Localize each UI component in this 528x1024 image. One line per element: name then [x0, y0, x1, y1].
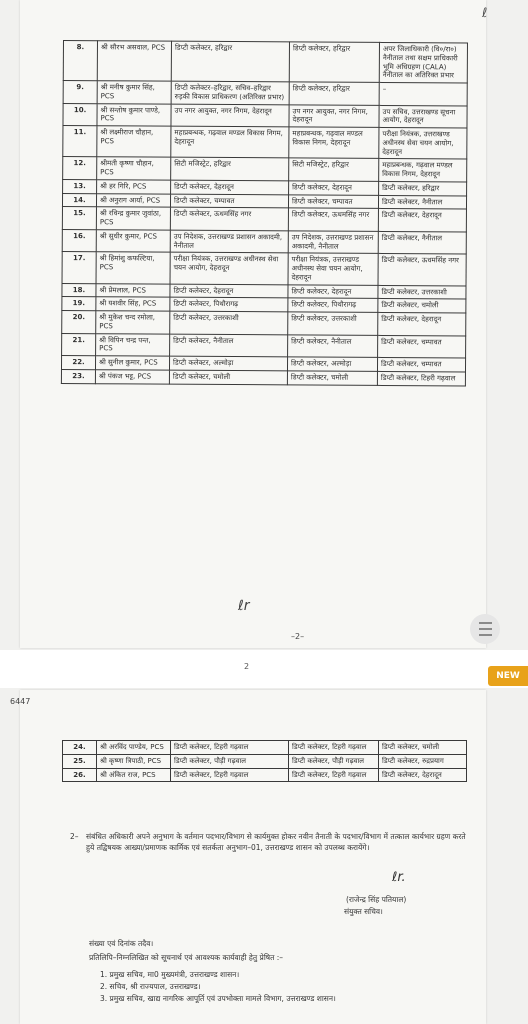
officer-name-cell: श्री अनुराग आर्या, PCS — [96, 193, 170, 207]
copy-list-item: 1. प्रमुख सचिव, मा0 मुख्यमंत्री, उत्तराखण्ड शासन। — [100, 970, 240, 979]
handwritten-edge-mark: ℓ — [482, 6, 488, 21]
new-post-cell: डिप्टी कलेक्टर, हरिद्वार — [289, 82, 379, 105]
officer-name-cell: श्री कृष्णा त्रिपाठी, PCS — [97, 754, 171, 768]
serial-number-cell: 20. — [62, 310, 96, 333]
current-post-cell: डिप्टी कलेक्टर, टिहरी गढ़वाल — [171, 768, 289, 782]
current-post-cell: डिप्टी कलेक्टर, अल्मोड़ा — [169, 356, 287, 370]
table-row — [61, 369, 465, 385]
new-post-cell: डिप्टी कलेक्टर, चम्पावत — [288, 194, 378, 208]
serial-number-cell: 15. — [62, 207, 96, 230]
copy-list-item: 3. प्रमुख सचिव, खाद्य नागरिक आपूर्ति एवं उपभोक्ता मामले विभाग, उत्तराखण्ड शासन। — [100, 994, 336, 1003]
additional-charge-cell: उप सचिव, उत्तराखण्ड सूचना आयोग, देहरादून — [379, 105, 467, 128]
current-post-cell: डिप्टी कलेक्टर, चमोली — [169, 370, 287, 384]
new-post-cell: उप नगर आयुक्त, नगर निगम, देहरादून — [289, 104, 379, 127]
additional-charge-cell: डिप्टी कलेक्टर, चम्पावत — [377, 357, 465, 371]
new-post-cell: उप निदेशक, उत्तराखण्ड प्रशासन अकादमी, नैनीताल — [288, 231, 378, 254]
corner-note: 6447 — [10, 697, 31, 706]
additional-charge-cell: महाप्रबन्धक, गढ़वाल मण्डल विकास निगम, देहरादून — [379, 159, 467, 182]
new-post-cell: डिप्टी कलेक्टर, देहरादून — [289, 181, 379, 195]
paragraph-text: संबंधित अधिकारी अपने अनुभाग के वर्तमान पदभार/विभाग से कार्यमुक्त होकर नवीन तैनाती के पदभार/विभाग में तत्काल कार्यभार ग्रहण करते हुये तद्विषयक आख्या/प्रमाणक कार्मिक एवं सतर्कता अनुभाग–01, उत्तराखण्ड शासन को उपलब्ध करायेंगे। — [86, 832, 466, 852]
new-badge[interactable]: NEW — [488, 666, 528, 686]
current-post-cell: डिप्टी कलेक्टर, पौड़ी गढ़वाल — [171, 754, 289, 768]
reference-title: संख्या एवं दिनांक तदैव। — [89, 939, 154, 948]
officer-name-cell: श्री सुधीर कुमार, PCS — [96, 229, 170, 252]
new-post-cell: डिप्टी कलेक्टर, उत्तरकाशी — [288, 312, 378, 335]
officer-name-cell: श्री सुनील कुमार, PCS — [95, 356, 169, 370]
current-post-cell: परीक्षा नियंत्रक, उत्तराखण्ड अधीनस्थ सेवा चयन आयोग, देहरादून — [170, 252, 288, 284]
current-post-cell: डिप्टी कलेक्टर, टिहरी गढ़वाल — [171, 741, 289, 755]
new-post-cell: परीक्षा नियंत्रक, उत्तराखण्ड अधीनस्थ सेवा चयन आयोग, देहरादून — [288, 253, 378, 285]
current-post-cell: डिप्टी कलेक्टर, देहरादून — [170, 284, 288, 298]
serial-number-cell: 9. — [63, 81, 97, 104]
serial-number-cell: 11. — [63, 126, 97, 157]
current-post-cell: डिप्टी कलेक्टर, ऊधमसिंह नगर — [170, 207, 288, 230]
additional-charge-cell: डिप्टी कलेक्टर, देहरादून — [379, 768, 467, 782]
serial-number-cell: 23. — [61, 369, 95, 383]
viewer-page-number: 2 — [244, 662, 250, 671]
table-row — [63, 741, 467, 755]
serial-number-cell: 24. — [63, 741, 97, 755]
officer-name-cell: श्री हर गिरि, PCS — [97, 179, 171, 193]
current-post-cell: डिप्टी कलेक्टर, देहरादून — [171, 180, 289, 194]
additional-charge-cell: डिप्टी कलेक्टर, टिहरी गढ़वाल — [377, 371, 465, 385]
additional-charge-cell: डिप्टी कलेक्टर, ऊधमसिंह नगर — [378, 254, 466, 286]
officer-name-cell: श्री विपिन चन्द्र पन्त, PCS — [96, 333, 170, 356]
current-post-cell: सिटी मजिस्ट्रेट, हरिद्वार — [171, 157, 289, 180]
additional-charge-cell: डिप्टी कलेक्टर, चम्पावत — [378, 335, 466, 358]
current-post-cell: उप निदेशक, उत्तराखण्ड प्रशासन अकादमी, नैनीताल — [170, 230, 288, 253]
table-row — [62, 252, 466, 286]
table-row — [62, 310, 466, 335]
new-post-cell: डिप्टी कलेक्टर, ऊधमसिंह नगर — [288, 208, 378, 231]
copy-list — [100, 969, 336, 1005]
additional-charge-cell: डिप्टी कलेक्टर, नैनीताल — [378, 195, 466, 209]
serial-number-cell: 25. — [63, 754, 97, 768]
serial-number-cell: 8. — [63, 41, 97, 81]
new-post-cell: डिप्टी कलेक्टर, हरिद्वार — [289, 42, 379, 83]
table-row — [63, 768, 467, 782]
serial-number-cell: 26. — [63, 768, 97, 782]
officer-name-cell: श्री लक्ष्मीराज चौहान, PCS — [97, 126, 171, 158]
additional-charge-cell: डिप्टी कलेक्टर, देहरादून — [378, 209, 466, 232]
officer-name-cell: श्रीमती कृष्णा चौहान, PCS — [97, 157, 171, 180]
serial-number-cell: 17. — [62, 252, 96, 283]
officer-name-cell: श्री पंकज भट्ट, PCS — [95, 369, 169, 383]
additional-charge-cell: डिप्टी कलेक्टर, देहरादून — [378, 312, 466, 335]
new-post-cell: डिप्टी कलेक्टर, पिथौरागढ़ — [288, 298, 378, 312]
additional-charge-cell: डिप्टी कलेक्टर, उत्तरकाशी — [378, 285, 466, 299]
serial-number-cell: 22. — [61, 355, 95, 369]
menu-icon-bar — [479, 628, 492, 630]
new-post-cell: महाप्रबन्धक, गढ़वाल मण्डल विकास निगम, देहरादून — [289, 127, 379, 159]
additional-charge-cell: – — [379, 82, 467, 105]
current-post-cell: उप नगर आयुक्त, नगर निगम, देहरादून — [171, 104, 289, 127]
officer-name-cell: श्री प्रेमलाल, PCS — [96, 283, 170, 297]
new-post-cell: डिप्टी कलेक्टर, नैनीताल — [288, 334, 378, 357]
additional-charge-cell: डिप्टी कलेक्टर, नैनीताल — [378, 231, 466, 254]
signer-name: (राजेन्द्र सिंह पतियाल) — [346, 895, 407, 904]
new-post-cell: डिप्टी कलेक्टर, पौड़ी गढ़वाल — [289, 754, 379, 768]
table-row — [63, 81, 467, 106]
new-post-cell: डिप्टी कलेक्टर, चमोली — [287, 371, 377, 385]
page-gap — [0, 650, 528, 688]
transfer-table-page-1 — [61, 40, 468, 386]
paragraph-number: 2– — [70, 832, 79, 841]
menu-icon-bar — [479, 634, 492, 636]
additional-charge-cell: डिप्टी कलेक्टर, चमोली — [378, 299, 466, 313]
current-post-cell: डिप्टी कलेक्टर, नैनीताल — [170, 334, 288, 357]
new-post-cell: डिप्टी कलेक्टर, टिहरी गढ़वाल — [289, 768, 379, 782]
signature: ℓr. — [392, 870, 406, 885]
officer-name-cell: श्री रविन्द्र कुमार जुवांठा, PCS — [96, 207, 170, 230]
serial-number-cell: 10. — [63, 103, 97, 126]
current-post-cell: डिप्टी कलेक्टर–हरिद्वार, सचिव–हरिद्वार रुड़की विकास प्राधिकरण (अतिरिक्त प्रभार) — [171, 81, 289, 104]
officer-name-cell: श्री अरविंद पाण्डेय, PCS — [97, 741, 171, 755]
table-row — [62, 333, 466, 358]
table-row — [63, 754, 467, 768]
page-marker: –2– — [291, 632, 305, 641]
table-row — [63, 157, 467, 182]
additional-charge-cell: अपर जिलाधिकारी (वि०/रा०) नैनीताल तथा सक्षम प्राधिकारी भूमि अधिग्रहण (CALA) नैनीताल का अतिरिक्त प्रभार — [379, 42, 467, 83]
instruction-paragraph — [70, 832, 466, 854]
table-row — [62, 207, 466, 232]
officer-name-cell: श्री सौरभ असवाल, PCS — [97, 41, 171, 81]
officer-name-cell: श्री मुकेश चन्द रमोला, PCS — [96, 311, 170, 334]
officer-name-cell: श्री हिमांशु कफल्टिया, PCS — [96, 252, 170, 284]
serial-number-cell: 14. — [62, 193, 96, 207]
current-post-cell: डिप्टी कलेक्टर, हरिद्वार — [171, 41, 289, 82]
serial-number-cell: 21. — [62, 333, 96, 356]
menu-icon-bar — [479, 622, 492, 624]
copy-heading: प्रतिलिपि–निम्नलिखित को सूचनार्थ एवं आवश्यक कार्यवाही हेतु प्रेषित :– — [89, 953, 284, 962]
additional-charge-cell: परीक्षा नियंत्रक, उत्तराखण्ड अधीनस्थ सेवा चयन आयोग, देहरादून — [379, 127, 467, 159]
serial-number-cell: 13. — [63, 179, 97, 193]
table-row — [63, 103, 467, 128]
table-row — [62, 229, 466, 254]
new-post-cell: डिप्टी कलेक्टर, देहरादून — [288, 284, 378, 298]
additional-charge-cell: डिप्टी कलेक्टर, चमोली — [379, 741, 467, 755]
officer-name-cell: श्री मनीष कुमार सिंह, PCS — [97, 81, 171, 104]
serial-number-cell: 16. — [62, 229, 96, 252]
additional-charge-cell: डिप्टी कलेक्टर, रुद्रप्रयाग — [379, 754, 467, 768]
serial-number-cell: 19. — [62, 297, 96, 311]
current-post-cell: महाप्रबन्धक, गढ़वाल मण्डल विकास निगम, देहरादून — [171, 126, 289, 158]
handwritten-initial: ℓr — [238, 598, 250, 614]
current-post-cell: डिप्टी कलेक्टर, पिथौरागढ़ — [170, 297, 288, 311]
officer-name-cell: श्री यशवीर सिंह, PCS — [96, 297, 170, 311]
officer-name-cell: श्री अंकित राज, PCS — [97, 768, 171, 782]
new-post-cell: डिप्टी कलेक्टर, अल्मोड़ा — [287, 357, 377, 371]
additional-charge-cell: डिप्टी कलेक्टर, हरिद्वार — [379, 181, 467, 195]
transfer-table-page-2 — [62, 740, 467, 782]
copy-list-item: 2. सचिव, श्री राज्यपाल, उत्तराखण्ड। — [100, 982, 201, 991]
signer-role: संयुक्त सचिव। — [344, 907, 383, 916]
current-post-cell: डिप्टी कलेक्टर, चम्पावत — [170, 194, 288, 208]
menu-button[interactable] — [470, 614, 500, 644]
current-post-cell: डिप्टी कलेक्टर, उत्तरकाशी — [170, 311, 288, 334]
serial-number-cell: 12. — [63, 157, 97, 180]
serial-number-cell: 18. — [62, 283, 96, 297]
table-row — [63, 41, 467, 83]
new-post-cell: सिटी मजिस्ट्रेट, हरिद्वार — [289, 158, 379, 181]
officer-name-cell: श्री सन्तोष कुमार पाण्डे, PCS — [97, 103, 171, 126]
table-row — [63, 126, 467, 160]
new-post-cell: डिप्टी कलेक्टर, टिहरी गढ़वाल — [289, 741, 379, 755]
